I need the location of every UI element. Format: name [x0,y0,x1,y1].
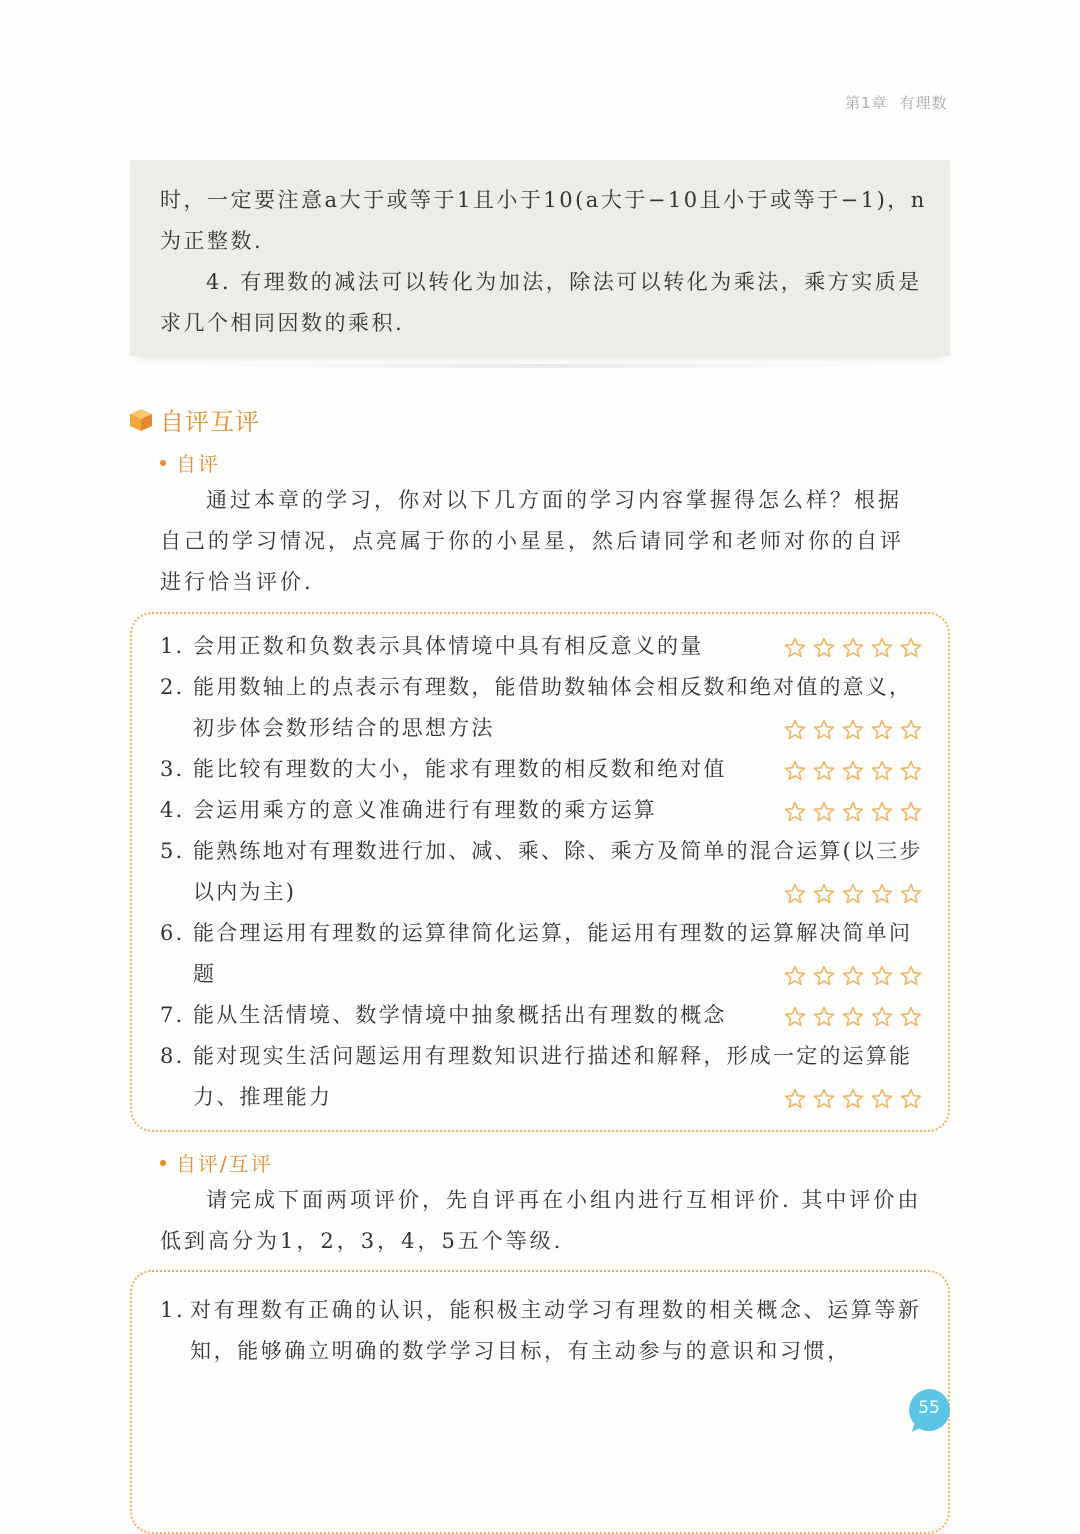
item-number: 7. [160,1003,185,1027]
mutual-eval-heading-text: 自评/互评 [176,1152,273,1176]
star-icon[interactable] [900,1006,922,1028]
section-title-text: 自评互评 [160,408,260,436]
summary-paragraph-2: 4. 有理数的减法可以转化为加法，除法可以转化为乘法，乘方实质是求几个相同因数的乘积. [160,270,922,335]
self-eval-intro: 通过本章的学习，你对以下几方面的学习内容掌握得怎么样？根据自己的学习情况，点亮属于你的小星星，然后请同学和老师对你的自评进行恰当评价. [160,488,904,594]
summary-paragraph-1: 时，一定要注意a大于或等于1且小于10(a大于−10且小于或等于−1)，n为正整数. [160,188,927,253]
self-eval-heading-text: 自评 [176,452,220,476]
item-number: 1. [160,634,185,658]
item-text: 能对现实生活问题运用有理数知识进行描述和解释，形成一定的运算能力、推理能力 [193,1044,913,1109]
star-icon[interactable] [784,801,806,823]
item-number: 4. [160,798,185,822]
star-icon[interactable] [784,965,806,987]
star-rating [784,760,929,782]
item-text: 能熟练地对有理数进行加、减、乘、除、乘方及简单的混合运算(以三步以内为主) [193,839,923,904]
item-text: 对有理数有正确的认识，能积极主动学习有理数的相关概念、运算等新知，能够确立明确的数学学习目标，有主动参与的意识和习惯， [190,1298,922,1363]
item-number: 1. [160,1298,186,1322]
star-icon[interactable] [813,965,835,987]
item-number: 8. [160,1044,185,1068]
box-shadow-divider [170,364,910,368]
star-icon[interactable] [813,1088,835,1110]
running-head [845,92,948,113]
star-icon[interactable] [900,965,922,987]
star-icon[interactable] [842,883,864,905]
star-icon[interactable] [842,1006,864,1028]
item-number: 2. [160,675,185,699]
bullet-dot-icon [160,1160,166,1166]
item-text: 能用数轴上的点表示有理数，能借助数轴体会相反数和绝对值的意义，初步体会数形结合的思想方法 [193,675,913,740]
summary-box [130,160,950,356]
star-icon[interactable] [842,801,864,823]
star-rating [784,883,929,905]
star-icon[interactable] [900,1088,922,1110]
star-rating [784,1088,929,1110]
star-icon[interactable] [900,719,922,741]
star-icon[interactable] [871,1006,893,1028]
star-icon[interactable] [813,1006,835,1028]
star-icon[interactable] [813,883,835,905]
star-icon[interactable] [871,719,893,741]
star-icon[interactable] [871,760,893,782]
section-title [128,402,260,437]
star-icon[interactable] [900,883,922,905]
star-icon[interactable] [784,719,806,741]
item-number: 6. [160,921,185,945]
star-icon[interactable] [842,719,864,741]
star-icon[interactable] [813,719,835,741]
star-icon[interactable] [842,760,864,782]
mutual-eval-item [160,1290,926,1372]
star-icon[interactable] [900,801,922,823]
star-icon[interactable] [900,637,922,659]
item-text: 会用正数和负数表示具体情境中具有相反意义的量 [193,634,704,658]
star-icon[interactable] [813,801,835,823]
star-icon[interactable] [871,883,893,905]
page-number-badge [906,1387,952,1433]
cube-icon [128,407,154,433]
page-number: 55 [918,1398,940,1418]
star-icon[interactable] [842,965,864,987]
item-text: 能合理运用有理数的运算律简化运算，能运用有理数的运算解决简单问题 [193,921,913,986]
star-icon[interactable] [842,1088,864,1110]
item-text: 能从生活情境、数学情境中抽象概括出有理数的概念 [193,1003,727,1027]
star-icon[interactable] [900,760,922,782]
self-eval-heading [160,448,220,477]
star-icon[interactable] [784,1088,806,1110]
item-text: 会运用乘方的意义准确进行有理数的乘方运算 [193,798,657,822]
mutual-eval-intro: 请完成下面两项评价，先自评再在小组内进行互相评价. 其中评价由低到高分为1，2，3，4，5五个等级. [160,1188,922,1253]
star-icon[interactable] [871,637,893,659]
star-icon[interactable] [784,1006,806,1028]
chapter-label: 第1章 [845,94,888,112]
star-icon[interactable] [871,1088,893,1110]
star-icon[interactable] [784,883,806,905]
star-rating [784,1006,929,1028]
item-number: 5. [160,839,185,863]
star-icon[interactable] [813,637,835,659]
item-text: 能比较有理数的大小，能求有理数的相反数和绝对值 [193,757,727,781]
star-icon[interactable] [784,760,806,782]
chapter-title: 有理数 [899,94,948,112]
star-icon[interactable] [842,637,864,659]
bullet-dot-icon [160,460,166,466]
star-rating [784,719,929,741]
star-icon[interactable] [871,965,893,987]
star-icon[interactable] [871,801,893,823]
item-number: 3. [160,757,185,781]
star-rating [784,801,929,823]
star-icon[interactable] [813,760,835,782]
star-rating [784,637,929,659]
star-rating [784,965,929,987]
star-icon[interactable] [784,637,806,659]
mutual-eval-heading [160,1148,273,1177]
